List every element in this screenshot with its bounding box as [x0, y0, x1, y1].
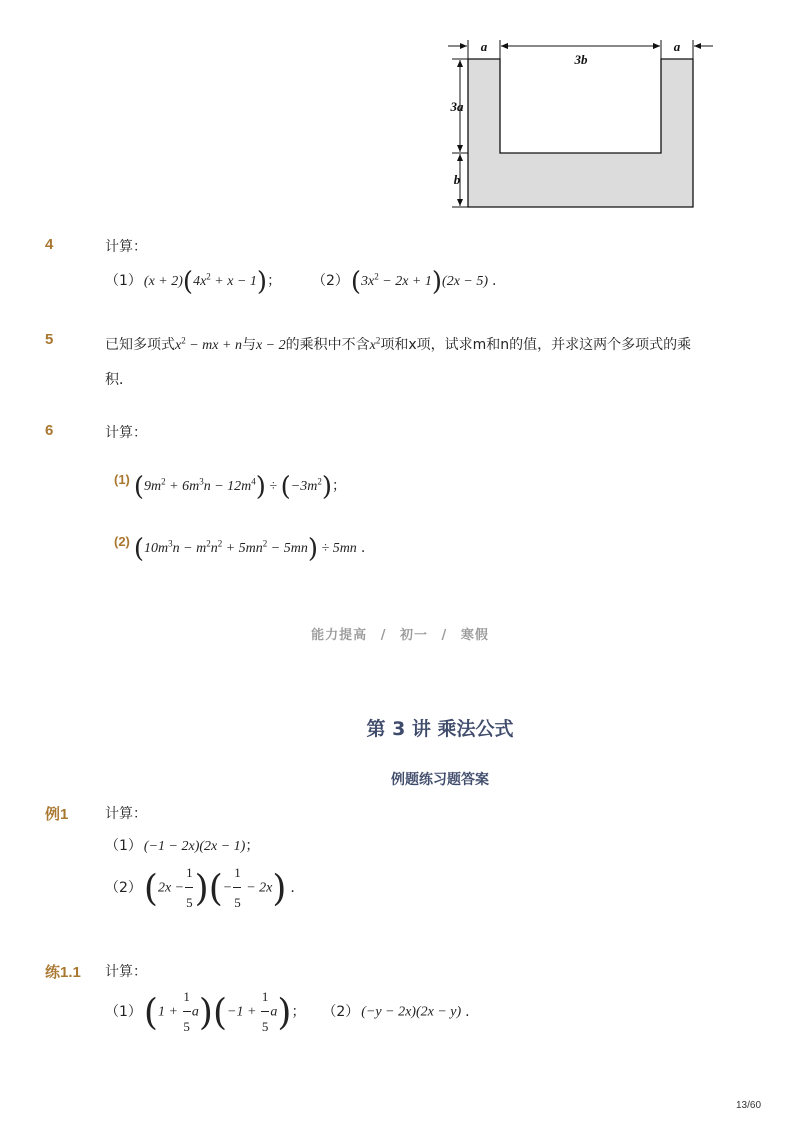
footer-part: 寒假: [460, 628, 489, 643]
expr-term: 3x: [361, 274, 375, 289]
division-sign: ÷: [265, 479, 281, 494]
expr-term: − 2x + 1: [378, 274, 432, 289]
expr-exponent: 2: [206, 271, 211, 282]
end-period: .: [465, 1003, 470, 1020]
expr-exponent: 2: [375, 335, 381, 346]
problem-4-expressions: （1） $(x + 2)(4x^2 + x - 1)$； $(2)(3x^2 - 2x + 1)(2x - 5)$ .: [105, 267, 497, 297]
expr-term: − mx + n: [185, 338, 242, 353]
dim-label-3a: 3a: [450, 99, 464, 114]
problem-4-part1-label: （1）: [105, 273, 142, 289]
problem-5-text: 与: [241, 337, 256, 353]
expr-term: + x − 1: [210, 274, 257, 289]
example-1-number: 例1: [45, 806, 69, 823]
problem-5-text: 已知多项式: [105, 337, 175, 353]
u-shape-diagram: [438, 24, 728, 220]
footer-slash: /: [380, 628, 387, 643]
expr-term: x: [175, 338, 182, 353]
expr-term: ÷ 5mn: [318, 541, 357, 556]
chapter-title: 第 3 讲 乘法公式: [366, 718, 514, 740]
dim-label-a-right: a: [673, 39, 681, 54]
dim-label-a-left: a: [480, 39, 488, 54]
problem-5-number: 5: [45, 331, 54, 348]
end-period: .: [360, 540, 366, 556]
footer-part: 能力提高: [311, 628, 368, 643]
problem-6-part1-label: (1): [114, 472, 130, 487]
problem-4-prompt: 计算：: [105, 239, 147, 255]
u-shape: [468, 59, 693, 207]
fraction: $\frac{1}{5}$: [234, 865, 241, 910]
expr-term: (−1 − 2x)(2x − 1): [143, 839, 246, 854]
fraction: $\frac{1}{5}$: [261, 989, 269, 1034]
expr-exponent: 2: [217, 538, 223, 549]
expr-term: n: [210, 541, 218, 556]
example-1-part2: （2）(2x − $\frac{1}{5}$ )(− $\frac{1}{5}$ − 2x) .: [105, 865, 295, 910]
expr-exponent: 2: [262, 538, 268, 549]
practice-1-1-expressions: （1）(1 + $\frac{1}{5}$ a)(−1 + $\frac{1}{5}$ a)； （2） (−y − 2x)(2x − y) .: [105, 989, 470, 1034]
problem-4-part2-label: （2）: [311, 273, 349, 289]
expr-exponent: 3: [168, 538, 173, 549]
expr-term: −: [222, 880, 233, 896]
expr-exponent: 2: [206, 538, 211, 549]
problem-5-text: 项和x项，试求m和n的值，并求这两个多项式的乘: [380, 337, 692, 353]
expr-term: −1 +: [227, 1004, 260, 1020]
problem-6-number: 6: [45, 422, 54, 439]
running-footer: [0, 624, 800, 643]
example-1-part2-label: （2）: [105, 879, 142, 896]
practice-1-1-number: 练1.1: [45, 964, 81, 981]
expr-term: 1 +: [157, 1004, 182, 1020]
expr-term: 4x: [193, 274, 207, 289]
problem-5-line2: 积．: [105, 372, 133, 388]
example-1-part1: [105, 835, 261, 855]
problem-5-line1: [105, 334, 691, 354]
expr-exponent: 4: [251, 476, 256, 487]
expr-term: 2x −: [157, 880, 185, 896]
problem-6-part2: (2) $(10m^3n - m^2n^2 + 5mn^2 - 5mn) \div 5mn$ .: [114, 534, 366, 564]
problem-5-text: 的乘积中不含: [285, 337, 370, 353]
problem-6-part1: (1) $(9m^2 + 6m^3n - 12m^4) \div (-3m^2)$；: [114, 472, 347, 502]
expr-term: + 5mn: [222, 541, 263, 556]
expr-term: 9m: [144, 479, 162, 494]
expr-term: − 5mn: [267, 541, 308, 556]
expr-term: + 6m: [165, 479, 200, 494]
example-1-part1-label: （1）: [105, 838, 142, 854]
separator: ；: [267, 273, 282, 289]
practice-1-1-part1-label: （1）: [105, 1003, 142, 1020]
expr-term: (2x − 5): [442, 274, 489, 289]
practice-1-1-part2-label: （2）: [322, 1003, 360, 1020]
expr-term: −3m: [290, 479, 318, 494]
expr-term: (−y − 2x)(2x − y): [361, 1004, 462, 1020]
problem-4-number: 4: [45, 236, 54, 253]
end-period: .: [290, 879, 295, 896]
expr-term: n − m: [172, 541, 207, 556]
expr-exponent: 2: [374, 271, 379, 282]
problem-6-prompt: 计算：: [105, 425, 147, 441]
expr-term: (x + 2): [143, 274, 183, 289]
fraction: $\frac{1}{5}$: [183, 989, 190, 1034]
footer-part: 初一: [399, 628, 428, 643]
separator: ；: [245, 838, 260, 854]
expr-term: n − 12m: [203, 479, 252, 494]
chapter-subtitle: 例题练习题答案: [391, 772, 489, 788]
example-1-prompt: 计算：: [105, 806, 147, 822]
expr-exponent: 2: [161, 476, 166, 487]
expr-exponent: 3: [199, 476, 204, 487]
expr-term: x − 2: [255, 338, 286, 353]
problem-6-part2-label: (2): [114, 534, 130, 549]
practice-1-1-prompt: 计算：: [105, 964, 147, 980]
expr-term: − 2x: [242, 880, 273, 896]
end-period: .: [492, 273, 497, 289]
expr-term: 10m: [144, 541, 169, 556]
separator: ；: [291, 1003, 306, 1020]
expr-exponent: 2: [317, 476, 322, 487]
expr-term: x: [369, 338, 376, 353]
dim-label-b: b: [453, 172, 461, 187]
fraction: $\frac{1}{5}$: [186, 865, 193, 910]
expr-exponent: 2: [181, 335, 186, 346]
expr-term: a: [191, 1004, 199, 1020]
page-number: 13/60: [736, 1100, 762, 1111]
dim-label-3b: 3b: [574, 52, 588, 67]
separator: ；: [332, 478, 347, 494]
footer-slash: /: [441, 628, 448, 643]
expr-term: a: [270, 1004, 278, 1020]
